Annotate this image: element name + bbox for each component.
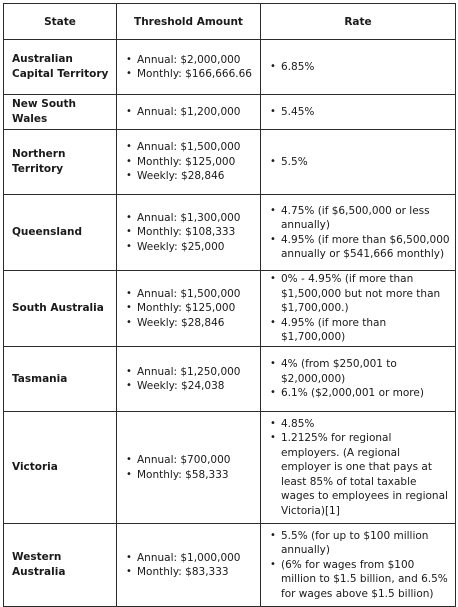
threshold-list bbox=[117, 287, 260, 331]
header-threshold: Threshold Amount bbox=[117, 4, 261, 40]
threshold-cell bbox=[117, 412, 261, 524]
header-rate: Rate bbox=[261, 4, 456, 40]
rate-cell bbox=[261, 524, 456, 607]
rate-cell bbox=[261, 271, 456, 347]
table-row bbox=[4, 524, 456, 607]
threshold-list bbox=[117, 53, 260, 82]
threshold-list-item: • Annual: $1,000,000 bbox=[137, 551, 256, 566]
header-state: State bbox=[4, 4, 117, 40]
threshold-list bbox=[117, 140, 260, 184]
threshold-list bbox=[117, 551, 260, 580]
threshold-cell bbox=[117, 271, 261, 347]
threshold-cell bbox=[117, 130, 261, 195]
rate-cell bbox=[261, 195, 456, 271]
rate-list-item: • 0% - 4.95% (if more than $1,500,000 but not more than $1,700,000.) bbox=[281, 272, 451, 316]
rate-list bbox=[261, 105, 455, 120]
threshold-list-item: • Monthly: $125,000 bbox=[137, 155, 256, 170]
rate-list-item: • 4.75% (if $6,500,000 or less annually) bbox=[281, 204, 451, 233]
rate-list bbox=[261, 272, 455, 345]
rate-list-item: • (6% for wages from $100 million to $1.5 billion, and 6.5% for wages above $1.5 billion) bbox=[281, 558, 451, 602]
state-cell: Victoria bbox=[4, 412, 117, 524]
threshold-list-item: • Monthly: $125,000 bbox=[137, 301, 256, 316]
rate-list-item: • 6.85% bbox=[281, 60, 451, 75]
threshold-cell bbox=[117, 95, 261, 130]
table-body bbox=[4, 40, 456, 607]
threshold-list-item: • Weekly: $25,000 bbox=[137, 240, 256, 255]
threshold-list-item: • Annual: $1,200,000 bbox=[137, 105, 256, 120]
threshold-list-item: • Annual: $700,000 bbox=[137, 453, 256, 468]
table-row bbox=[4, 271, 456, 347]
rate-list-item: • 5.5% (for up to $100 million annually) bbox=[281, 529, 451, 558]
table-row bbox=[4, 95, 456, 130]
rate-cell bbox=[261, 130, 456, 195]
table-row bbox=[4, 195, 456, 271]
threshold-list bbox=[117, 453, 260, 482]
header-row bbox=[4, 4, 456, 40]
rate-cell bbox=[261, 347, 456, 412]
table-row bbox=[4, 40, 456, 95]
threshold-list-item: • Monthly: $108,333 bbox=[137, 225, 256, 240]
state-cell: Northern Territory bbox=[4, 130, 117, 195]
rate-cell bbox=[261, 412, 456, 524]
rate-list-item: • 4% (from $250,001 to $2,000,000) bbox=[281, 357, 451, 386]
rate-list bbox=[261, 357, 455, 401]
threshold-list-item: • Annual: $1,250,000 bbox=[137, 365, 256, 380]
state-cell: South Australia bbox=[4, 271, 117, 347]
threshold-cell bbox=[117, 347, 261, 412]
rate-list bbox=[261, 417, 455, 519]
rate-list bbox=[261, 60, 455, 75]
rate-list bbox=[261, 155, 455, 170]
threshold-list-item: • Weekly: $28,846 bbox=[137, 316, 256, 331]
table-row bbox=[4, 412, 456, 524]
threshold-list-item: • Annual: $1,300,000 bbox=[137, 211, 256, 226]
rate-cell bbox=[261, 40, 456, 95]
state-cell: Australian Capital Territory bbox=[4, 40, 117, 95]
threshold-list-item: • Annual: $2,000,000 bbox=[137, 53, 256, 68]
payroll-tax-table bbox=[3, 3, 456, 607]
rate-list bbox=[261, 204, 455, 262]
rate-list-item: • 4.85% bbox=[281, 417, 451, 432]
rate-list-item: • 5.5% bbox=[281, 155, 451, 170]
rate-list-item: • 4.95% (if more than $6,500,000 annually or $541,666 monthly) bbox=[281, 233, 451, 262]
threshold-cell bbox=[117, 40, 261, 95]
table-row bbox=[4, 347, 456, 412]
threshold-list-item: • Monthly: $58,333 bbox=[137, 468, 256, 483]
rate-list bbox=[261, 529, 455, 602]
threshold-cell bbox=[117, 524, 261, 607]
rate-list-item: • 5.45% bbox=[281, 105, 451, 120]
threshold-list-item: • Weekly: $24,038 bbox=[137, 379, 256, 394]
rate-list-item: • 4.95% (if more than $1,700,000) bbox=[281, 316, 451, 345]
threshold-list-item: • Annual: $1,500,000 bbox=[137, 140, 256, 155]
state-cell: Queensland bbox=[4, 195, 117, 271]
rate-list-item: • 6.1% ($2,000,001 or more) bbox=[281, 386, 451, 401]
threshold-list-item: • Annual: $1,500,000 bbox=[137, 287, 256, 302]
threshold-list bbox=[117, 365, 260, 394]
state-cell: New South Wales bbox=[4, 95, 117, 130]
state-cell: Tasmania bbox=[4, 347, 117, 412]
rate-cell bbox=[261, 95, 456, 130]
threshold-list bbox=[117, 105, 260, 120]
threshold-list bbox=[117, 211, 260, 255]
table-row bbox=[4, 130, 456, 195]
state-cell: Western Australia bbox=[4, 524, 117, 607]
threshold-list-item: • Monthly: $83,333 bbox=[137, 565, 256, 580]
threshold-cell bbox=[117, 195, 261, 271]
threshold-list-item: • Monthly: $166,666.66 bbox=[137, 67, 256, 82]
threshold-list-item: • Weekly: $28,846 bbox=[137, 169, 256, 184]
rate-list-item: • 1.2125% for regional employers. (A regional employer is one that pays at least 85% of total taxable wages to employees in regional Victoria)[1] bbox=[281, 431, 451, 518]
